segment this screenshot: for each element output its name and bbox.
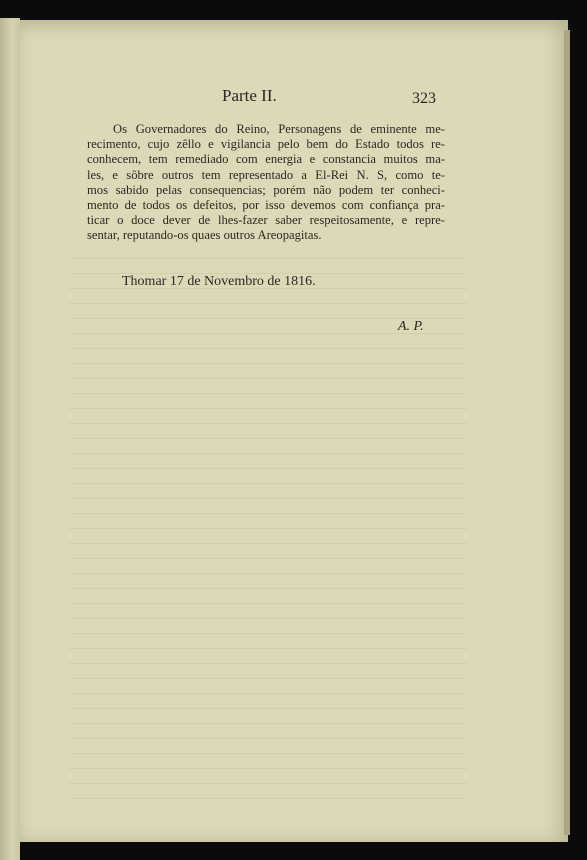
paragraph-line: conhecem, tem remediado com energia e constancia muitos ma- bbox=[87, 152, 445, 167]
page-right-edge bbox=[564, 30, 570, 835]
dateline: Thomar 17 de Novembro de 1816. bbox=[122, 274, 316, 289]
paragraph-line: Os Governadores do Reino, Personagens de eminente me- bbox=[113, 122, 445, 136]
page-header bbox=[20, 86, 568, 116]
main-paragraph bbox=[87, 122, 445, 244]
page-number: 323 bbox=[412, 90, 436, 107]
paragraph-line: ticar o doce dever de lhes-fazer saber respeitosamente, e repre- bbox=[87, 213, 445, 228]
paragraph-line: sentar, reputando-os quaes outros Areopagitas. bbox=[87, 228, 322, 243]
previous-page-edge bbox=[0, 18, 20, 860]
signature-initials: A. P. bbox=[398, 319, 424, 334]
paragraph-line: les, e sôbre outros tem representado a El-Rei N. S, como te- bbox=[87, 167, 445, 182]
paragraph-line: mos sabido pelas consequencias; porém não podem ter conheci- bbox=[87, 182, 445, 197]
running-title: Parte II. bbox=[222, 86, 277, 105]
page-sheet bbox=[20, 20, 568, 842]
paragraph-line: recimento, cujo zêllo e vigilancia pelo bem do Estado todos re- bbox=[87, 137, 445, 152]
paragraph-line: mento de todos os defeitos, por isso devemos com confiança pra- bbox=[87, 198, 445, 213]
